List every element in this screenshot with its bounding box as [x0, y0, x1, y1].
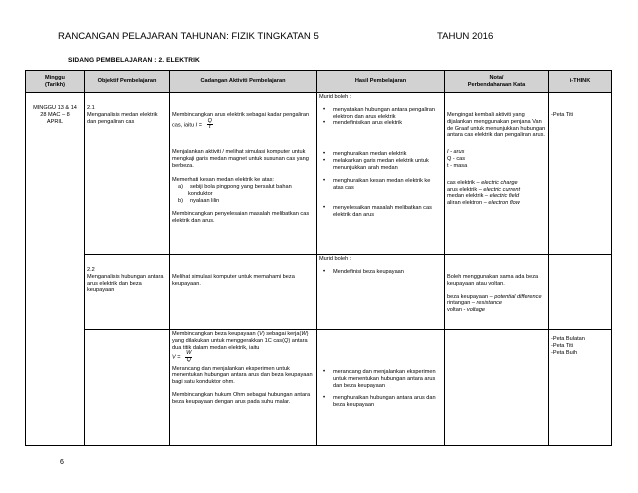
current-formula: $\frac{Q}{t}$	[207, 117, 212, 131]
col-header-week: Minggu (Tarikh)	[26, 71, 85, 93]
col-header-activity: Cadangan Aktiviti Pembelajaran	[170, 71, 317, 93]
activity-cell: Melihat simulasi komputer untuk memahami beza keupayaan.	[170, 255, 317, 330]
col-header-notes: Nota/ Perbendaharaan Kata	[445, 71, 549, 93]
ithink-cell	[549, 255, 612, 330]
ithink-cell: -Peta Titi	[549, 93, 612, 255]
col-header-outcome: Hasil Pembelajaran	[317, 71, 445, 93]
section-title: SIDANG PEMBELAJARAN : 2. ELEKTRIK	[68, 57, 200, 64]
notes-cell: Mengingat kembali aktiviti yang dijalankan menggunakan penjana Van de Graaf untuk menunjukkan hubungan antara cas elektrik dan pengaliran arus. I - arus Q - cas t - masa cas elektrik – electric charge arus elektrik – electric current medan elektrik – electric field aliran elektron – electron flow	[445, 93, 549, 255]
col-header-ithink: i-THINK	[549, 71, 612, 93]
list-item: • Mendefinisi beza keupayaan	[333, 269, 442, 276]
objective-cell: 2.1 Menganalisis medan elektrik dan pengaliran cas	[85, 93, 170, 255]
list-item: • merancang dan menjalankan eksperimen untuk menentukan hubungan antara arus dan beza keupayaan	[333, 369, 442, 389]
table-row	[26, 330, 612, 446]
objective-cell: 2.2 Menganalisis hubungan antara arus elektrik dan beza keupayaan	[85, 255, 170, 330]
table-row	[26, 93, 612, 255]
activity-cell: Membincangkan arus elektrik sebagai kadar pengaliran cas, iaitu I = $\frac{Q}{t}$ Menjalankan aktiviti / melihat simulasi komputer untuk mengkaji garis medan magnet untuk susunan cas yang berbeza. Memerhati kesan medan elektrik ke atas: a) sebiji bola pingpong yang bersalut bahan konduktor b) nyalaan lilin Membincangkan penyelesaian masalah melibatkan cas elektrik dan arus.	[170, 93, 317, 255]
outcome-cell	[317, 330, 445, 446]
col-header-objective: Objektif Pembelajaran	[85, 71, 170, 93]
table-header-row	[26, 71, 612, 93]
ithink-cell: -Peta Bulatan -Peta Titi -Peta Buih	[549, 330, 612, 446]
list-item: • menghuraikan hubungan antara arus dan beza keupayaan	[333, 395, 442, 409]
voltage-formula: V = $\frac{W}{Q}$	[172, 350, 192, 364]
list-item: • menyatakan hubungan antara pengaliran elektron dan arus elektrik	[333, 107, 442, 121]
list-item: • menyelesaikan masalah melibatkan cas elektrik dan arus	[333, 205, 442, 219]
list-item: • menghuraikan kesan medan elektrik ke atas cas	[333, 178, 442, 192]
objective-cell	[85, 330, 170, 446]
document-year: TAHUN 2016	[437, 31, 494, 42]
table-row	[26, 255, 612, 330]
outcome-cell: Murid boleh : • Mendefinisi beza keupayaan	[317, 255, 445, 330]
list-item: • mendefinisikan arus elektrik	[333, 120, 442, 127]
list-item: • melakarkan garis medan elektrik untuk menunjukkan arah medan	[333, 158, 442, 172]
week-cell: MINGGU 13 & 14 28 MAC – 8 APRIL	[26, 93, 85, 446]
notes-cell	[445, 330, 549, 446]
lesson-plan-table	[25, 70, 612, 446]
notes-cell: Boleh menggunakan sama ada beza keupayaan atau voltan. beza keupayaan – potential difference rintangan – resistance voltan - voltage	[445, 255, 549, 330]
page-number: 6	[60, 459, 64, 466]
list-item: • menghuraikan medan elektrik	[333, 151, 442, 158]
document-title: RANCANGAN PELAJARAN TAHUNAN: FIZIK TINGKATAN 5	[58, 31, 319, 42]
activity-cell: Membincangkan beza keupayaan (V) sebagai kerja(W) yang dilakukan untuk menggerakkan 1C cas(Q) antara dua titik dalam medan elektrik, iaitu V = $\frac{W}{Q}$ Merancang dan menjalankan eksperimen untuk menentukan hubungan antara arus dan beza keupayaan bagi satu konduktor ohm. Membincangkan hukum Ohm sebagai hubungan antara beza keupayaan dengan arus pada suhu malar.	[170, 330, 317, 446]
outcome-cell: Murid boleh : • menyatakan hubungan antara pengaliran elektron dan arus elektrik • mendefinisikan arus elektrik • menghuraikan medan elektrik • melakarkan garis medan elektrik untuk menunjukkan arah medan • menghuraikan kesan medan elektrik ke atas cas • menyelesaikan masalah melibatkan cas elektrik dan arus	[317, 93, 445, 255]
